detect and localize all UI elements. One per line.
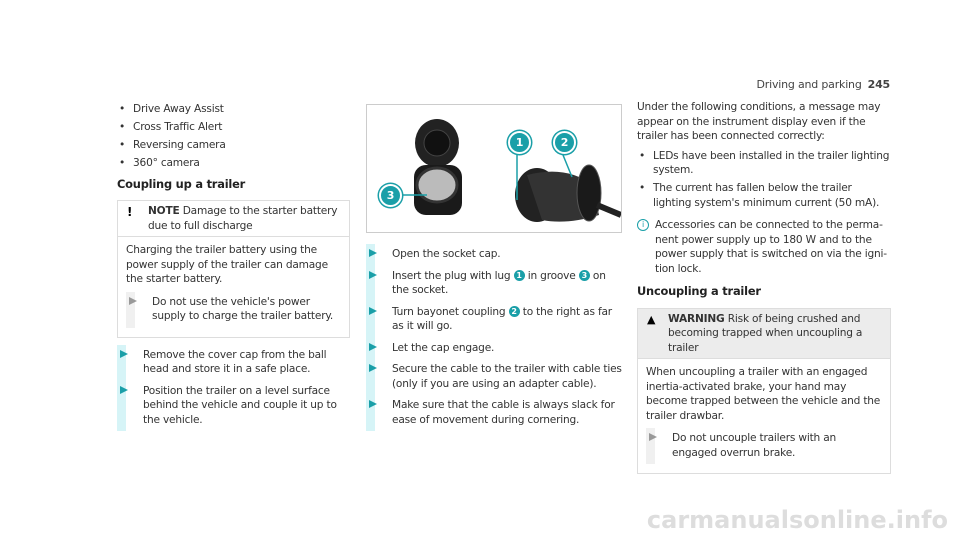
- callout-badge: 1: [514, 270, 525, 281]
- note-title: Damage to the starter battery due to full discharge: [148, 205, 338, 232]
- note-box: [117, 200, 350, 338]
- arrow-icon: [117, 345, 126, 381]
- note-label: NOTE: [148, 205, 180, 217]
- arrow-icon: [366, 338, 375, 360]
- arrow-icon: [117, 381, 126, 432]
- socket-plug-drawing: [367, 105, 621, 232]
- callout-badge: 3: [579, 270, 590, 281]
- warning-triangle-icon: ▲: [647, 312, 656, 326]
- arrow-icon: [366, 244, 375, 266]
- warning-step: Do not uncouple trailers with an engaged overrun brake.: [646, 431, 882, 460]
- step: Secure the cable to the trailer with cable ties (only if you are using an adapter cable).: [366, 362, 624, 391]
- socket-plug-illustration: [366, 104, 622, 233]
- note-body: Charging the trailer battery using the power supply of the trailer can damage the starter battery.: [126, 244, 328, 285]
- list-item: • Reversing camera: [117, 138, 350, 153]
- arrow-icon: [646, 428, 655, 464]
- step: Remove the cover cap from the ball head and store it in a safe place.: [117, 348, 350, 377]
- arrow-icon: [366, 359, 375, 395]
- step: Position the trailer on a level surface behind the vehicle and couple it up to the vehicle.: [117, 384, 350, 428]
- step: Insert the plug with lug 1 in groove 3 on the socket.: [366, 269, 624, 298]
- left-column: [117, 102, 350, 434]
- page-header: [757, 78, 890, 93]
- arrow-icon: [126, 292, 135, 328]
- list-item: • Drive Away Assist: [117, 102, 350, 117]
- callout-2: 2: [553, 131, 576, 154]
- step: Turn bayonet coupling 2 to the right as far as it will go.: [366, 305, 624, 334]
- step: Let the cap engage.: [366, 341, 624, 356]
- step: Make sure that the cable is always slack for ease of movement during cornering.: [366, 398, 624, 427]
- section-heading: Coupling up a trailer: [117, 176, 246, 191]
- callout-1: 1: [508, 131, 531, 154]
- list-item: • The current has fallen below the trailer lighting system's minimum current (50 mA).: [637, 181, 891, 210]
- info-note: i Accessories can be connected to the permanent power supply up to 180 W and to the power supply that is switched on via the ignition lock.: [637, 218, 891, 276]
- watermark: carmanualsonline.info: [646, 505, 948, 533]
- note-step: Do not use the vehicle's power supply to charge the trailer battery.: [126, 295, 341, 324]
- arrow-icon: [366, 266, 375, 302]
- middle-column: [366, 104, 624, 434]
- page-number: 245: [867, 78, 890, 91]
- list-item: • Cross Traffic Alert: [117, 120, 350, 135]
- warning-box: [637, 308, 891, 475]
- warning-label: WARNING: [668, 312, 725, 325]
- arrow-icon: [366, 302, 375, 338]
- warning-body: When uncoupling a trailer with an engaged inertia-activated brake, your hand may become trapped between the vehicle and the trailer drawbar.: [646, 366, 881, 422]
- list-item: • 360° camera: [117, 156, 350, 171]
- exclamation-icon: !: [127, 205, 133, 219]
- intro-text: Under the following conditions, a message may appear on the instrument display even if the trailer has been connected correctly:: [637, 101, 881, 142]
- info-icon: i: [637, 219, 649, 231]
- callout-3: 3: [379, 184, 402, 207]
- section-heading: Uncoupling a trailer: [637, 284, 761, 298]
- step: Open the socket cap.: [366, 247, 624, 262]
- arrow-icon: [366, 395, 375, 431]
- list-item: • LEDs have been installed in the trailer lighting system.: [637, 149, 891, 178]
- right-column: [637, 100, 891, 484]
- callout-badge: 2: [509, 306, 520, 317]
- warning-title: Risk of being crushed and becoming trapped when uncoupling a trailer: [668, 312, 863, 354]
- section-title: Driving and parking: [756, 78, 862, 91]
- step-list: [366, 247, 624, 427]
